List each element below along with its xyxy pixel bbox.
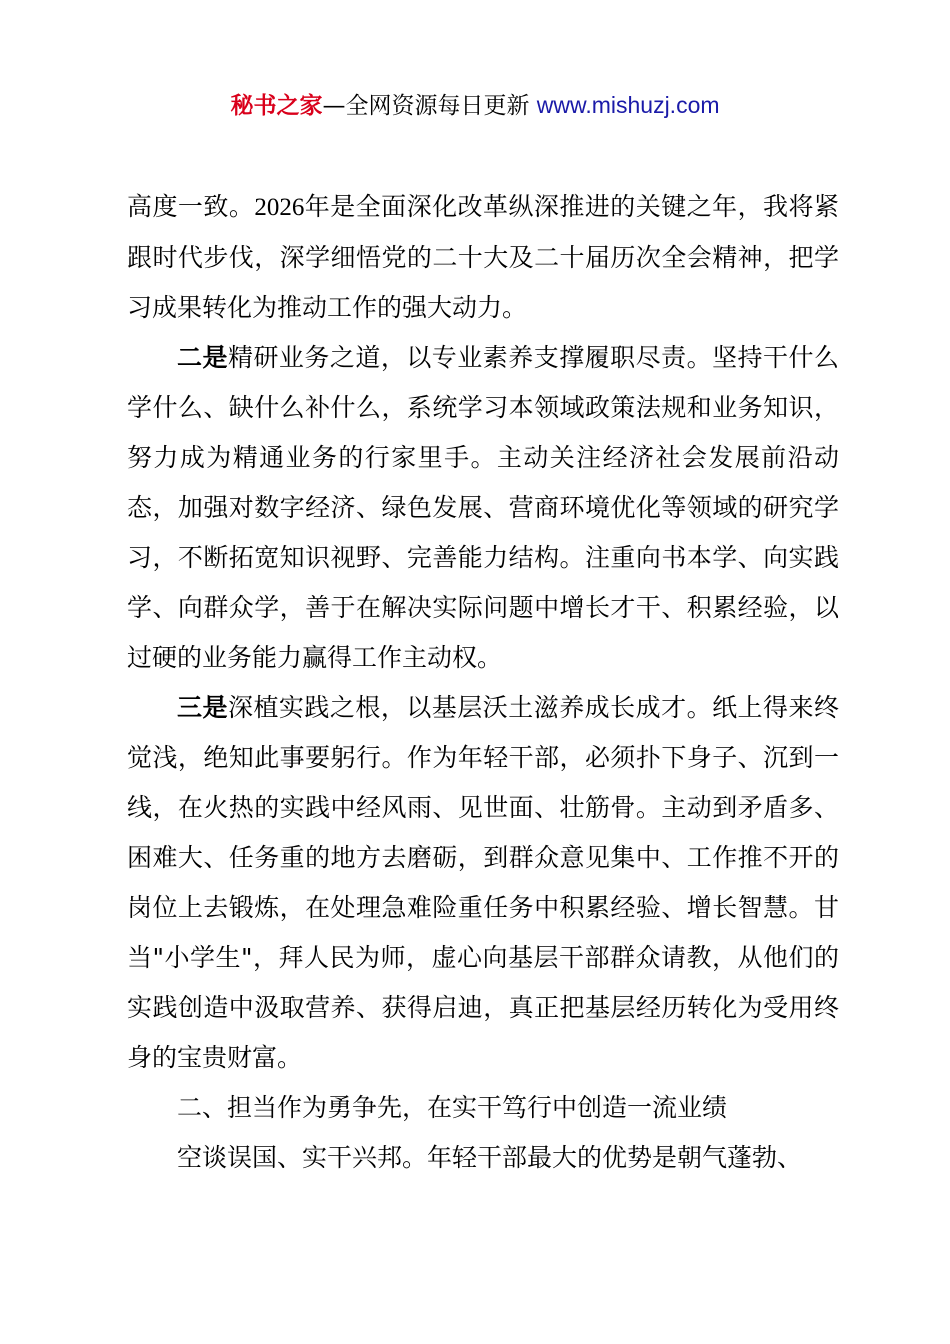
paragraph-two: [127, 333, 839, 683]
document-body: [127, 182, 839, 1183]
paragraph-text: 精研业务之道，以专业素养支撑履职尽责。坚持干什么学什么、缺什么补什么，系统学习本领域政策法规和业务知识，努力成为精通业务的行家里手。主动关注经济社会发展前沿动态，加强对数字经济、绿色发展、营商环境优化等领域的研究学习，不断拓宽知识视野、完善能力结构。注重向书本学、向实践学、向群众学，善于在解决实际问题中增长才干、积累经验，以过硬的业务能力赢得工作主动权。: [127, 343, 839, 672]
paragraph-text: 高度一致。: [127, 192, 255, 221]
paragraph-four: 空谈误国、实干兴邦。年轻干部最大的优势是朝气蓬勃、: [177, 1143, 803, 1172]
paragraph-lead: 三是: [177, 693, 228, 722]
paragraph-text: 深植实践之根，以基层沃土滋养成长成才。纸上得来终觉浅，绝知此事要躬行。作为年轻干部，必须扑下身子、沉到一线，在火热的实践中经风雨、见世面、壮筋骨。主动到矛盾多、困难大、任务重的地方去磨砺，到群众意见集中、工作推不开的岗位上去锻炼，在处理急难险重任务中积累经验、增长智慧。甘当"小学生"，拜人民为师，虚心向基层干部群众请教，从他们的实践创造中汲取营养、获得启迪，真正把基层经历转化为受用终身的宝贵财富。: [127, 693, 839, 1072]
paragraph-continued: [127, 182, 839, 333]
paragraph-lead: 二是: [177, 343, 228, 372]
paragraph-three: [127, 683, 839, 1083]
site-header: [0, 88, 950, 123]
paragraph-text: 年是全面深化改革纵深推进的关键之年，我将紧跟时代步伐，深学细悟党的二十大及二十届历次全会精神，把学习成果转化为推动工作的强大动力。: [127, 192, 839, 322]
site-tagline: —全网资源每日更新: [322, 93, 537, 119]
year-number: 2026: [254, 194, 305, 221]
site-url-link[interactable]: www.mishuzj.com: [536, 92, 720, 118]
section-heading: 二、担当作为勇争先，在实干笃行中创造一流业绩: [177, 1093, 728, 1122]
site-brand: 秘书之家: [230, 93, 323, 119]
